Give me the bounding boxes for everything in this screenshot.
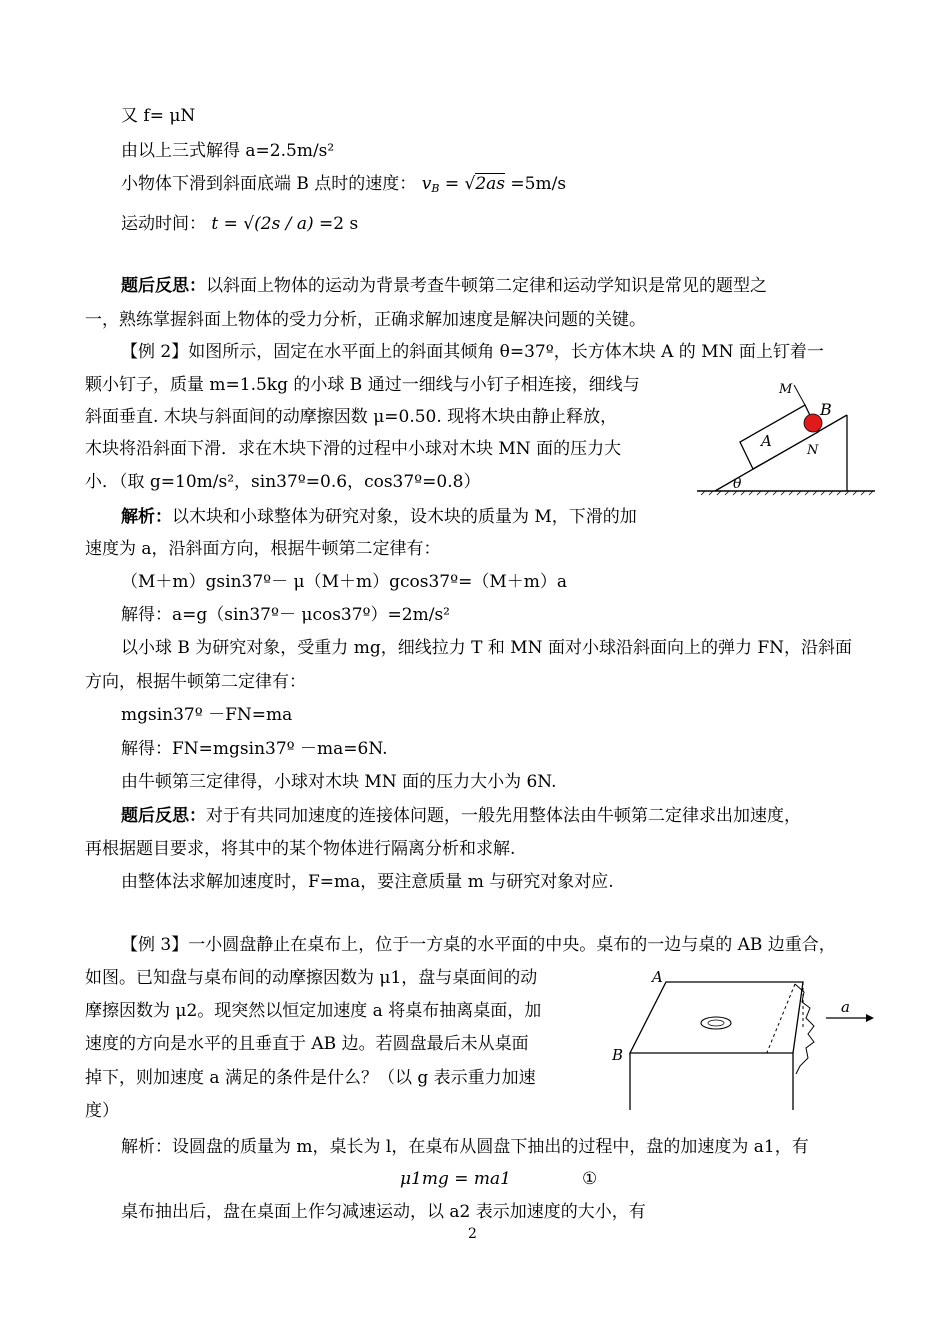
text-line: 小．（取 g=10m/s²，sin37º=0.6，cos37º=0.8） bbox=[85, 472, 481, 492]
equation: μ1mg = ma1 bbox=[400, 1169, 511, 1189]
text-line: 速度的方向是水平的且垂直于 AB 边。若圆盘最后未从桌面 bbox=[85, 1034, 529, 1054]
text-line: 木块将沿斜面下滑．求在木块下滑的过程中小球对木块 MN 面的压力大 bbox=[85, 439, 622, 459]
reflect-label: 题后反思： bbox=[121, 806, 206, 826]
label-theta: θ bbox=[733, 476, 742, 492]
text-line: 解得：FN=mgsin37º －ma=6N. bbox=[121, 739, 388, 759]
reflect-label: 题后反思： bbox=[121, 276, 206, 296]
text-line: 速度为 a，沿斜面方向，根据牛顿第二定律有： bbox=[85, 539, 441, 559]
text-line bbox=[121, 804, 801, 828]
text-line: 再根据题目要求，将其中的某个物体进行隔离分析和求解. bbox=[85, 839, 516, 859]
text-line: 一，熟练掌握斜面上物体的受力分析，正确求解加速度是解决问题的关键。 bbox=[85, 310, 646, 330]
text-line: 度） bbox=[85, 1101, 119, 1121]
arrow-head bbox=[866, 1014, 874, 1022]
text-line: mgsin37º －FN=ma bbox=[121, 705, 293, 725]
text-line bbox=[121, 274, 767, 298]
text-line: （M＋m）gsin37º－ μ（M＋m）gcos37º=（M＋m）a bbox=[121, 572, 568, 592]
text-line bbox=[121, 505, 637, 529]
text-line: 解析：设圆盘的质量为 m，桌长为 l，在桌布从圆盘下抽出的过程中，盘的加速度为 a1，有 bbox=[121, 1137, 809, 1157]
text-fragment: 以木块和小球整体为研究对象，设木块的质量为 M，下滑的加 bbox=[172, 507, 637, 527]
page-number: 2 bbox=[468, 1226, 477, 1242]
table-figure bbox=[608, 968, 883, 1118]
text-line: 由整体法求解加速度时，F=ma，要注意质量 m 与研究对象对应. bbox=[121, 872, 614, 892]
text-line: 斜面垂直. 木块与斜面间的动摩擦因数 μ=0.50. 现将木块由静止释放， bbox=[85, 407, 618, 427]
plate bbox=[701, 1017, 731, 1029]
text-line bbox=[121, 212, 358, 236]
text-fragment: 运动时间： bbox=[121, 214, 206, 234]
text-line: 解得：a=g（sin37º－ μcos37º）=2m/s² bbox=[121, 605, 451, 625]
text-line: 【例 2】如图所示，固定在水平面上的斜面其倾角 θ=37º，长方体木块 A 的 MN 面上钉着一 bbox=[121, 342, 824, 362]
formula-vb: $v_B = √2as$ bbox=[421, 174, 505, 195]
text-fragment: =2 s bbox=[319, 214, 359, 234]
label-b-corner: B bbox=[612, 1046, 624, 1064]
text-line: 【例 3】一小圆盘静止在桌布上，位于一方桌的水平面的中央。桌布的一边与桌的 AB 边重合， bbox=[121, 935, 836, 955]
text-fragment: 小物体下滑到斜面底端 B 点时的速度： bbox=[121, 174, 417, 194]
text-fragment: 对于有共同加速度的连接体问题，一般先用整体法由牛顿第二定律求出加速度， bbox=[206, 806, 801, 826]
text-line: 掉下，则加速度 a 满足的条件是什么？（以 g 表示重力加速 bbox=[85, 1068, 536, 1088]
text-line bbox=[121, 172, 566, 201]
equation-number: ① bbox=[582, 1169, 598, 1189]
label-n: N bbox=[807, 443, 819, 458]
text-line: 又 f= μN bbox=[121, 106, 196, 126]
block-a bbox=[740, 405, 818, 469]
text-line: 方向，根据牛顿第二定律有： bbox=[85, 672, 306, 692]
incline-figure bbox=[695, 375, 885, 500]
label-accel: a bbox=[841, 998, 850, 1016]
mn-face-extension bbox=[794, 385, 805, 405]
label-a: A bbox=[761, 432, 772, 450]
formula-t: t = √(2s / a) bbox=[211, 214, 314, 234]
solution-label: 解析： bbox=[121, 507, 172, 527]
text-fragment: =5m/s bbox=[510, 174, 567, 194]
label-m: M bbox=[779, 382, 793, 397]
text-line: 由以上三式解得 a=2.5m/s² bbox=[121, 141, 335, 161]
text-line: 桌布抽出后，盘在桌面上作匀减速运动，以 a2 表示加速度的大小，有 bbox=[121, 1202, 646, 1222]
text-line: 由牛顿第三定律得，小球对木块 MN 面的压力大小为 6N. bbox=[121, 772, 557, 792]
text-line: 如图。已知盘与桌布间的动摩擦因数为 μ1，盘与桌面间的动 bbox=[85, 968, 538, 988]
text-line: 颗小钉子，质量 m=1.5kg 的小球 B 通过一细线与小钉子相连接，细线与 bbox=[85, 375, 640, 395]
label-b: B bbox=[820, 400, 832, 419]
text-line: 以小球 B 为研究对象，受重力 mg，细线拉力 T 和 MN 面对小球沿斜面向上的弹力 FN，沿斜面 bbox=[121, 638, 853, 658]
text-line: 摩擦因数为 μ2。现突然以恒定加速度 a 将桌布抽离桌面，加 bbox=[85, 1001, 542, 1021]
text-fragment: 以斜面上物体的运动为背景考查牛顿第二定律和运动学知识是常见的题型之 bbox=[206, 276, 767, 296]
label-a-corner: A bbox=[652, 968, 663, 986]
